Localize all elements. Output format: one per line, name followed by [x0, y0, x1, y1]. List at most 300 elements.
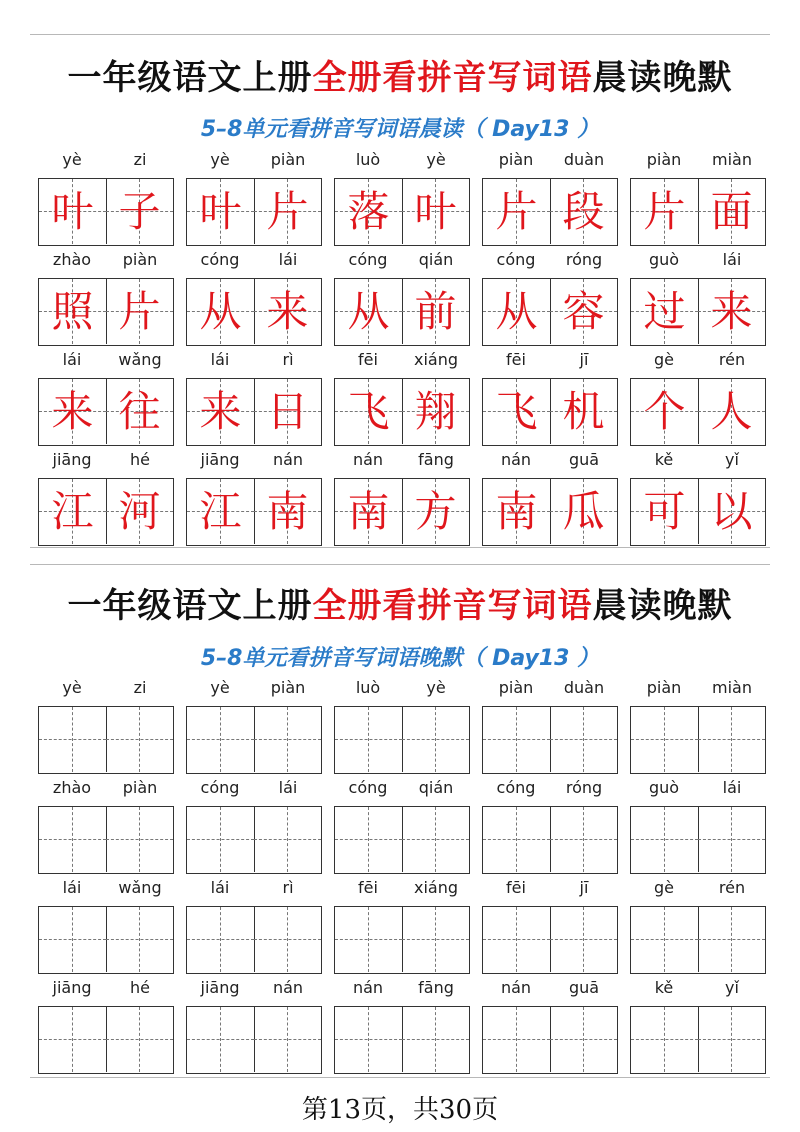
tian-grid-cell	[335, 479, 403, 544]
word-row	[38, 450, 768, 550]
guide-line-vertical	[583, 1007, 584, 1072]
tian-grid-cell	[402, 907, 469, 972]
tian-grid-cell	[483, 1007, 551, 1072]
tian-grid-cell	[483, 707, 551, 772]
guide-line-vertical	[139, 807, 140, 872]
pinyin-label: jiāng	[52, 978, 92, 997]
writing-box	[482, 1006, 618, 1074]
word-item	[334, 978, 470, 1078]
word-item	[482, 878, 618, 978]
tian-grid-cell	[698, 279, 765, 344]
writing-box	[38, 278, 174, 346]
word-row	[38, 150, 768, 250]
tian-grid-cell	[335, 807, 403, 872]
pinyin-label: qián	[418, 250, 454, 269]
tian-grid-cell	[550, 179, 617, 244]
pinyin-label: fēi	[506, 350, 526, 369]
writing-box	[630, 478, 766, 546]
word-item	[630, 250, 766, 350]
pinyin-label: qián	[418, 778, 454, 797]
pinyin-label: piàn	[646, 678, 682, 697]
writing-box	[482, 806, 618, 874]
hanzi-character: 河	[118, 487, 161, 536]
tian-grid-cell	[187, 379, 255, 444]
guide-line-vertical	[368, 707, 369, 772]
pinyin-label: piàn	[498, 678, 534, 697]
guide-line-vertical	[516, 807, 517, 872]
hanzi-character: 片	[643, 187, 686, 236]
guide-line-vertical	[368, 1007, 369, 1072]
hanzi-character: 照	[51, 287, 94, 336]
tian-grid-cell	[335, 707, 403, 772]
pinyin-label: rén	[718, 878, 746, 897]
writing-box	[334, 378, 470, 446]
word-item	[334, 878, 470, 978]
pinyin-label: piàn	[122, 778, 158, 797]
tian-grid-cell	[254, 1007, 321, 1072]
tian-grid-cell	[631, 179, 699, 244]
writing-box	[482, 378, 618, 446]
word-item	[38, 778, 174, 878]
hanzi-character: 叶	[51, 187, 94, 236]
tian-grid-cell	[483, 479, 551, 544]
writing-box	[38, 378, 174, 446]
pinyin-label: lái	[278, 250, 298, 269]
pinyin-label: luò	[355, 678, 381, 697]
pinyin-label: róng	[565, 250, 603, 269]
tian-grid-cell	[550, 479, 617, 544]
word-item	[186, 778, 322, 878]
word-item	[630, 678, 766, 778]
pinyin-label: miàn	[712, 150, 752, 169]
pinyin-label: nán	[500, 450, 532, 469]
pinyin-label: lái	[210, 878, 230, 897]
pinyin-label: yǐ	[725, 450, 739, 469]
hanzi-character: 可	[643, 487, 686, 536]
tian-grid-cell	[254, 479, 321, 544]
word-row	[38, 978, 768, 1078]
pinyin-label: cóng	[496, 778, 536, 797]
writing-box	[334, 478, 470, 546]
sheet1-title-part1: 一年级语文上册	[67, 58, 313, 98]
word-item	[334, 678, 470, 778]
tian-grid-cell	[335, 279, 403, 344]
tian-grid-cell	[550, 1007, 617, 1072]
pinyin-label: piàn	[646, 150, 682, 169]
tian-grid-cell	[483, 279, 551, 344]
tian-grid-cell	[254, 807, 321, 872]
word-item	[186, 978, 322, 1078]
pinyin-label: cóng	[200, 778, 240, 797]
guide-line-vertical	[731, 1007, 732, 1072]
tian-grid-cell	[39, 479, 107, 544]
writing-box	[186, 178, 322, 246]
hanzi-character: 段	[562, 187, 605, 236]
word-item	[334, 778, 470, 878]
writing-box	[38, 906, 174, 974]
tian-grid-cell	[335, 907, 403, 972]
pinyin-label: nán	[352, 450, 384, 469]
word-item	[334, 150, 470, 250]
word-item	[630, 150, 766, 250]
writing-box	[186, 478, 322, 546]
section-divider-second	[30, 564, 770, 565]
hanzi-character: 来	[710, 287, 753, 336]
writing-box	[630, 1006, 766, 1074]
hanzi-character: 落	[347, 187, 390, 236]
tian-grid-cell	[550, 907, 617, 972]
word-item	[38, 450, 174, 550]
pinyin-label: lái	[722, 778, 742, 797]
top-divider	[30, 34, 770, 35]
sheet1-subtitle: 5–8单元看拼音写词语晨读（ Day13 ）	[200, 117, 600, 142]
tian-grid-cell	[254, 707, 321, 772]
writing-box	[482, 906, 618, 974]
tian-grid-cell	[187, 1007, 255, 1072]
writing-box	[630, 706, 766, 774]
writing-box	[482, 278, 618, 346]
tian-grid-cell	[106, 379, 173, 444]
hanzi-character: 前	[414, 287, 457, 336]
pinyin-label: zhào	[52, 250, 92, 269]
writing-box	[482, 706, 618, 774]
pinyin-label: jī	[579, 350, 589, 369]
guide-line-vertical	[287, 1007, 288, 1072]
tian-grid-cell	[698, 1007, 765, 1072]
tian-grid-cell	[698, 807, 765, 872]
tian-grid-cell	[106, 479, 173, 544]
page-number: 第13页，共30页	[301, 1095, 499, 1125]
tian-grid-cell	[631, 479, 699, 544]
word-item	[186, 350, 322, 450]
tian-grid-cell	[402, 279, 469, 344]
writing-box	[334, 806, 470, 874]
hanzi-character: 江	[199, 487, 242, 536]
hanzi-character: 片	[495, 187, 538, 236]
hanzi-character: 从	[495, 287, 538, 336]
guide-line-vertical	[664, 807, 665, 872]
word-item	[482, 150, 618, 250]
tian-grid-cell	[187, 179, 255, 244]
hanzi-character: 片	[118, 287, 161, 336]
tian-grid-cell	[631, 1007, 699, 1072]
word-item	[38, 978, 174, 1078]
pinyin-label: fāng	[418, 450, 454, 469]
pinyin-label: guò	[648, 778, 680, 797]
writing-box	[334, 178, 470, 246]
word-row	[38, 350, 768, 450]
tian-grid-cell	[39, 279, 107, 344]
guide-line-vertical	[220, 807, 221, 872]
pinyin-label: luò	[355, 150, 381, 169]
pinyin-label: fēi	[358, 350, 378, 369]
guide-line-vertical	[435, 907, 436, 972]
writing-box	[630, 806, 766, 874]
word-item	[482, 450, 618, 550]
hanzi-character: 从	[199, 287, 242, 336]
sheet2-title-part3: 晨读晚默	[592, 586, 733, 626]
hanzi-character: 人	[710, 387, 753, 436]
writing-box	[186, 378, 322, 446]
tian-grid-cell	[550, 807, 617, 872]
pinyin-label: jiāng	[200, 450, 240, 469]
pinyin-label: lái	[210, 350, 230, 369]
sheet2-title-part1: 一年级语文上册	[67, 586, 313, 626]
guide-line-vertical	[220, 707, 221, 772]
hanzi-character: 南	[266, 487, 309, 536]
hanzi-character: 容	[562, 287, 605, 336]
word-item	[482, 978, 618, 1078]
guide-line-vertical	[583, 807, 584, 872]
tian-grid-cell	[402, 807, 469, 872]
tian-grid-cell	[402, 707, 469, 772]
guide-line-vertical	[72, 807, 73, 872]
tian-grid-cell	[187, 907, 255, 972]
tian-grid-cell	[335, 1007, 403, 1072]
tian-grid-cell	[254, 179, 321, 244]
writing-box	[186, 278, 322, 346]
pinyin-label: hé	[130, 450, 150, 469]
tian-grid-cell	[550, 707, 617, 772]
word-item	[186, 250, 322, 350]
sheet2-title-part2: 全册看拼音写词语	[312, 586, 593, 626]
pinyin-label: rén	[718, 350, 746, 369]
pinyin-label: hé	[130, 978, 150, 997]
tian-grid-cell	[550, 279, 617, 344]
word-item	[38, 678, 174, 778]
tian-grid-cell	[483, 179, 551, 244]
writing-box	[38, 178, 174, 246]
writing-box	[482, 178, 618, 246]
pinyin-label: zi	[133, 678, 147, 697]
pinyin-label: lái	[62, 350, 82, 369]
pinyin-label: guò	[648, 250, 680, 269]
pinyin-label: yè	[426, 150, 446, 169]
pinyin-label: kě	[654, 450, 674, 469]
guide-line-vertical	[287, 807, 288, 872]
pinyin-label: cóng	[496, 250, 536, 269]
tian-grid-cell	[698, 907, 765, 972]
tian-grid-cell	[483, 807, 551, 872]
word-item	[630, 778, 766, 878]
section-divider	[30, 547, 770, 548]
tian-grid-cell	[402, 379, 469, 444]
pinyin-label: rì	[282, 350, 294, 369]
writing-box	[482, 478, 618, 546]
sheet1-title	[0, 50, 800, 99]
pinyin-label: xiáng	[413, 350, 458, 369]
writing-box	[334, 1006, 470, 1074]
word-item	[38, 250, 174, 350]
sheet2-title	[0, 578, 800, 627]
guide-line-vertical	[139, 1007, 140, 1072]
guide-line-vertical	[139, 907, 140, 972]
tian-grid-cell	[39, 907, 107, 972]
sheet1-title-part2: 全册看拼音写词语	[312, 58, 593, 98]
tian-grid-cell	[106, 807, 173, 872]
bottom-divider	[30, 1077, 770, 1078]
pinyin-label: lái	[278, 778, 298, 797]
tian-grid-cell	[254, 279, 321, 344]
tian-grid-cell	[631, 807, 699, 872]
word-item	[186, 450, 322, 550]
tian-grid-cell	[187, 707, 255, 772]
hanzi-character: 面	[710, 187, 753, 236]
guide-line-vertical	[516, 907, 517, 972]
hanzi-character: 飞	[495, 387, 538, 436]
word-item	[630, 450, 766, 550]
tian-grid-cell	[550, 379, 617, 444]
pinyin-label: yè	[62, 678, 82, 697]
pinyin-label: jī	[579, 878, 589, 897]
word-item	[482, 250, 618, 350]
hanzi-character: 南	[495, 487, 538, 536]
pinyin-label: róng	[565, 778, 603, 797]
word-item	[334, 250, 470, 350]
tian-grid-cell	[254, 379, 321, 444]
word-item	[482, 778, 618, 878]
tian-grid-cell	[39, 379, 107, 444]
writing-box	[38, 806, 174, 874]
tian-grid-cell	[187, 479, 255, 544]
word-row	[38, 250, 768, 350]
pinyin-label: duàn	[563, 150, 605, 169]
tian-grid-cell	[698, 479, 765, 544]
writing-box	[38, 1006, 174, 1074]
writing-box	[334, 706, 470, 774]
word-item	[186, 878, 322, 978]
word-item	[630, 350, 766, 450]
pinyin-label: piàn	[498, 150, 534, 169]
hanzi-character: 从	[347, 287, 390, 336]
guide-line-vertical	[516, 1007, 517, 1072]
tian-grid-cell	[698, 379, 765, 444]
guide-line-vertical	[72, 907, 73, 972]
word-item	[38, 150, 174, 250]
pinyin-label: nán	[272, 978, 304, 997]
pinyin-label: duàn	[563, 678, 605, 697]
tian-grid-cell	[631, 379, 699, 444]
tian-grid-cell	[39, 807, 107, 872]
pinyin-label: rì	[282, 878, 294, 897]
pinyin-label: zi	[133, 150, 147, 169]
writing-box	[630, 278, 766, 346]
tian-grid-cell	[106, 707, 173, 772]
guide-line-vertical	[139, 707, 140, 772]
pinyin-label: wǎng	[118, 350, 162, 369]
tian-grid-cell	[39, 1007, 107, 1072]
pinyin-label: yè	[210, 678, 230, 697]
guide-line-vertical	[220, 907, 221, 972]
tian-grid-cell	[402, 479, 469, 544]
word-item	[482, 350, 618, 450]
hanzi-character: 来	[51, 387, 94, 436]
word-item	[186, 150, 322, 250]
hanzi-character: 个	[643, 387, 686, 436]
word-item	[334, 450, 470, 550]
hanzi-character: 子	[118, 187, 161, 236]
pinyin-label: cóng	[348, 778, 388, 797]
guide-line-vertical	[583, 707, 584, 772]
word-item	[186, 678, 322, 778]
tian-grid-cell	[335, 179, 403, 244]
pinyin-label: cóng	[348, 250, 388, 269]
tian-grid-cell	[631, 707, 699, 772]
pinyin-label: guā	[568, 978, 600, 997]
pinyin-label: yè	[426, 678, 446, 697]
pinyin-label: gè	[654, 878, 674, 897]
guide-line-vertical	[72, 707, 73, 772]
guide-line-vertical	[368, 807, 369, 872]
pinyin-label: fēi	[506, 878, 526, 897]
guide-line-vertical	[516, 707, 517, 772]
pinyin-label: yè	[210, 150, 230, 169]
tian-grid-cell	[402, 1007, 469, 1072]
pinyin-label: miàn	[712, 678, 752, 697]
tian-grid-cell	[106, 907, 173, 972]
tian-grid-cell	[631, 907, 699, 972]
writing-box	[186, 806, 322, 874]
word-row	[38, 678, 768, 778]
guide-line-vertical	[287, 907, 288, 972]
pinyin-label: fēi	[358, 878, 378, 897]
word-row	[38, 778, 768, 878]
guide-line-vertical	[287, 707, 288, 772]
pinyin-label: yè	[62, 150, 82, 169]
guide-line-vertical	[664, 907, 665, 972]
pinyin-label: yǐ	[725, 978, 739, 997]
pinyin-label: cóng	[200, 250, 240, 269]
tian-grid-cell	[254, 907, 321, 972]
word-item	[334, 350, 470, 450]
hanzi-character: 往	[118, 387, 161, 436]
word-row	[38, 878, 768, 978]
hanzi-character: 日	[266, 387, 309, 436]
guide-line-vertical	[220, 1007, 221, 1072]
pinyin-label: nán	[352, 978, 384, 997]
guide-line-vertical	[664, 1007, 665, 1072]
pinyin-label: piàn	[270, 150, 306, 169]
guide-line-vertical	[435, 707, 436, 772]
pinyin-label: kě	[654, 978, 674, 997]
tian-grid-cell	[187, 807, 255, 872]
pinyin-label: lái	[62, 878, 82, 897]
hanzi-character: 叶	[414, 187, 457, 236]
word-item	[38, 350, 174, 450]
writing-box	[186, 706, 322, 774]
tian-grid-cell	[39, 179, 107, 244]
writing-box	[186, 906, 322, 974]
guide-line-vertical	[664, 707, 665, 772]
pinyin-label: wǎng	[118, 878, 162, 897]
word-item	[630, 878, 766, 978]
hanzi-character: 来	[199, 387, 242, 436]
hanzi-character: 片	[266, 187, 309, 236]
tian-grid-cell	[698, 179, 765, 244]
word-item	[630, 978, 766, 1078]
hanzi-character: 来	[266, 287, 309, 336]
writing-box	[38, 706, 174, 774]
tian-grid-cell	[106, 279, 173, 344]
hanzi-character: 翔	[414, 387, 457, 436]
hanzi-character: 瓜	[562, 487, 605, 536]
pinyin-label: lái	[722, 250, 742, 269]
guide-line-vertical	[435, 1007, 436, 1072]
guide-line-vertical	[731, 907, 732, 972]
hanzi-character: 江	[51, 487, 94, 536]
pinyin-label: nán	[272, 450, 304, 469]
pinyin-label: fāng	[418, 978, 454, 997]
